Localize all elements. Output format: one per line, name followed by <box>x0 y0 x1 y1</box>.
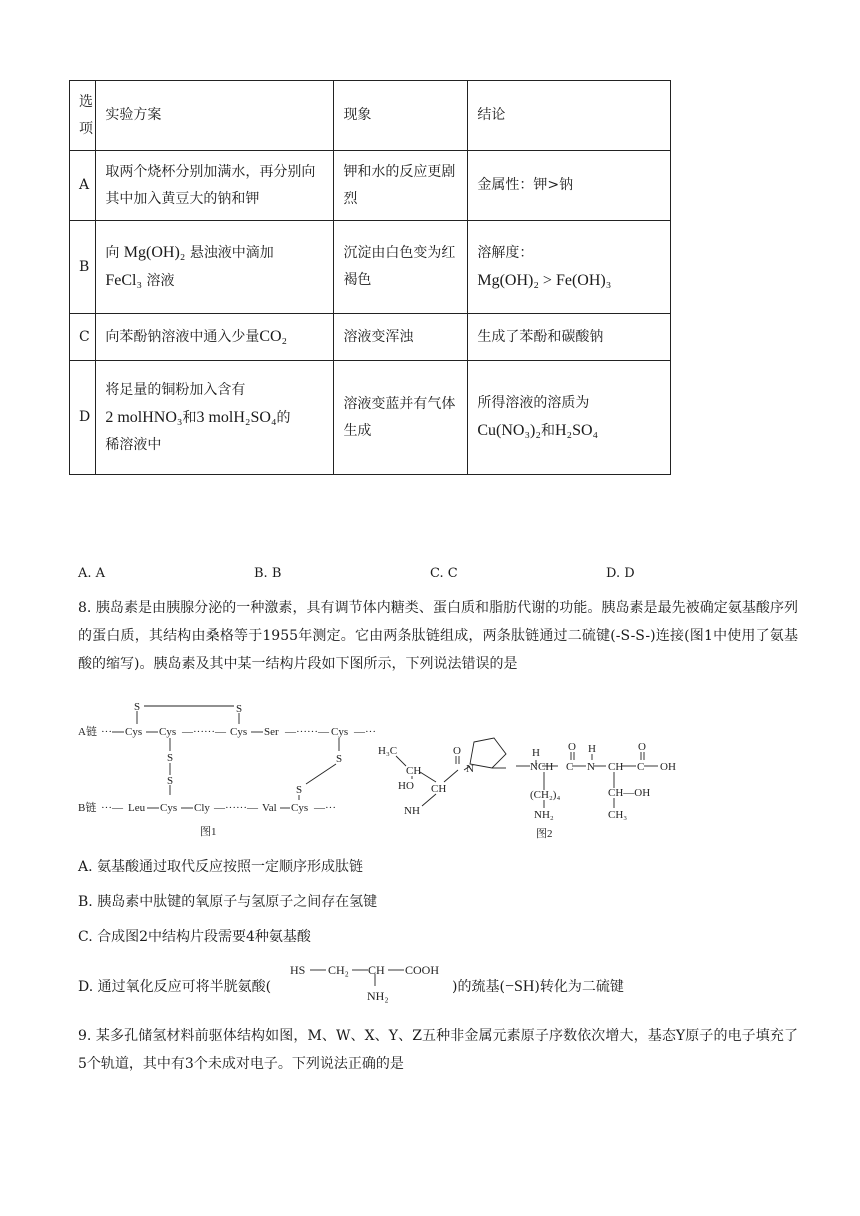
row-scheme: 将足量的铜粉加入含有 2 molHNO₃和3 molH₂SO₄的 稀溶液中 <box>96 361 334 475</box>
table-row <box>70 221 671 314</box>
atom-label: CH <box>368 963 385 977</box>
q9-stem: 9. 某多孔储氢材料前驱体结构如图，M、W、X、Y、Z五种非金属元素原子序数依次增大，基态Y原子的电子填充了5个轨道，其中有3个未成对电子。下列说法正确的是 <box>78 1028 798 1072</box>
cysteine-structure <box>288 958 450 1004</box>
choice-c[interactable]: C. C <box>430 566 458 581</box>
figure-1-caption: 图1 <box>200 826 217 838</box>
atom-label: C <box>637 761 645 773</box>
row-option: C <box>70 314 96 361</box>
header-scheme: 实验方案 <box>96 81 334 151</box>
formula: 3 molH₂SO₄ <box>196 408 277 426</box>
table-row <box>70 151 671 221</box>
formula: FeCl₃ <box>105 272 143 289</box>
q8-option-b[interactable]: B. 胰岛素中肽键的氧原子与氢原子之间存在氢键 <box>78 894 378 910</box>
header-option: 选项 <box>70 81 96 151</box>
thiol-group: −SH <box>504 978 535 995</box>
row-conclusion: 金属性：钾>钠 <box>468 151 671 221</box>
atom-label: CH <box>406 765 422 777</box>
svg-text:···—: ···— <box>101 802 123 814</box>
atom-label: CH₃ <box>608 809 628 821</box>
atom-label: H <box>532 747 540 759</box>
q8-option-a[interactable]: A. 氨基酸通过取代反应按照一定顺序形成肽链 <box>78 859 364 875</box>
row-option: B <box>70 221 96 314</box>
row-phenomenon: 钾和水的反应更剧烈 <box>334 151 468 221</box>
q8-stem: 8. 胰岛素是由胰腺分泌的一种激素，具有调节体内糖类、蛋白质和脂肪代谢的功能。胰岛素是最先被确定氨基酸序列的蛋白质，其结构由桑格等于1955年测定。它由两条肽链组成，两条肽链通过二硫键(-S-S-)连接(图1中使用了氨基酸的缩写)。胰岛素及其中某一结构片段如下图所示，下列说法错误的是 <box>78 600 798 672</box>
row-phenomenon: 溶液变浑浊 <box>334 314 468 361</box>
residue-label: Cys <box>125 726 143 738</box>
atom-label: N <box>587 761 595 773</box>
row-conclusion: 所得溶液的溶质为 Cu(NO₃)₂和H₂SO₄ <box>468 361 671 475</box>
residue-label: Cys <box>159 726 177 738</box>
atom-label: O <box>453 745 461 757</box>
sulfur-atom: S <box>236 703 243 715</box>
formula: CO₂ <box>259 328 288 345</box>
residue-label: Cys <box>331 726 349 738</box>
residue-label: Leu <box>128 802 146 814</box>
row-scheme: 向 Mg(OH)₂ 悬浊液中滴加 FeCl₃ 溶液 <box>96 221 334 314</box>
chain-b-label: B链 <box>78 802 97 814</box>
atom-label: NH₂ <box>367 989 389 1003</box>
residue-label: Cys <box>230 726 248 738</box>
header-phenomenon: 现象 <box>334 81 468 151</box>
formula: Mg(OH)₂ > Fe(OH)₃ <box>477 271 612 289</box>
svg-text:—···: —··· <box>314 802 336 814</box>
atom-label: N <box>466 763 474 775</box>
formula: Mg(OH)₂ <box>123 244 186 261</box>
atom-label: CH—OH <box>608 787 651 799</box>
formula: 2 molHNO₃ <box>105 408 183 426</box>
choice-d[interactable]: D. D <box>606 566 635 581</box>
row-scheme: 向苯酚钠溶液中通入少量CO₂ <box>96 314 334 361</box>
q8-option-c[interactable]: C. 合成图2中结构片段需要4种氨基酸 <box>78 929 311 945</box>
row-phenomenon: 沉淀由白色变为红褐色 <box>334 221 468 314</box>
atom-label: O <box>568 741 576 753</box>
atom-label: HO <box>398 780 414 792</box>
experiment-table <box>69 80 671 475</box>
atom-label: H₃C <box>378 745 398 757</box>
choice-b[interactable]: B. B <box>254 566 282 581</box>
chain-a-label: A链 <box>78 726 97 738</box>
atom-label: NH₂ <box>534 809 554 821</box>
sulfur-atom: S <box>134 701 141 713</box>
row-phenomenon: 溶液变蓝并有气体生成 <box>334 361 468 475</box>
table-row <box>70 314 671 361</box>
sulfur-atom: S <box>296 784 303 796</box>
svg-text:—···: —··· <box>354 726 376 738</box>
sulfur-atom: S <box>167 775 174 787</box>
q8-option-d-tail: )的巯基(−SH)转化为二硫键 <box>452 978 624 995</box>
row-option: A <box>70 151 96 221</box>
residue-label: Cys <box>291 802 309 814</box>
sulfur-atom: S <box>336 753 343 765</box>
atom-label: (CH₂)₄ <box>530 789 561 801</box>
atom-label: N <box>530 761 538 773</box>
atom-label: HS <box>290 963 306 977</box>
atom-label: NH <box>404 805 420 817</box>
header-conclusion: 结论 <box>468 81 671 151</box>
atom-label: CH₂ <box>328 963 349 977</box>
table-header-row <box>70 81 671 151</box>
residue-label: Ser <box>264 726 279 738</box>
atom-label: CH <box>431 783 447 795</box>
figure-2-peptide-fragment <box>376 734 696 842</box>
row-option: D <box>70 361 96 475</box>
formula: Cu(NO₃)₂ <box>477 422 541 439</box>
svg-text:—······—: —······— <box>182 726 226 738</box>
table-row <box>70 361 671 475</box>
svg-text:—······—: —······— <box>285 726 329 738</box>
figure-2-caption: 图2 <box>536 828 553 840</box>
sulfur-atom: S <box>167 752 174 764</box>
residue-label: Cys <box>160 802 178 814</box>
atom-label: OH <box>660 761 676 773</box>
svg-text:···: ··· <box>101 726 112 738</box>
row-conclusion: 生成了苯酚和碳酸钠 <box>468 314 671 361</box>
atom-label: O <box>638 741 646 753</box>
residue-label: Cly <box>194 802 210 814</box>
atom-label: H <box>588 743 596 755</box>
q8-option-d[interactable]: D. 通过氧化反应可将半胱氨酸( <box>78 979 272 995</box>
row-conclusion: 溶解度： Mg(OH)₂ > Fe(OH)₃ <box>468 221 671 314</box>
atom-label: COOH <box>405 963 440 977</box>
formula: H₂SO₄ <box>554 422 599 439</box>
atom-label: C <box>566 761 574 773</box>
atom-label: CH <box>608 761 624 773</box>
svg-text:—······—: —······— <box>214 802 258 814</box>
row-scheme: 取两个烧杯分别加满水，再分别向其中加入黄豆大的钠和钾 <box>96 151 334 221</box>
residue-label: Val <box>262 802 277 814</box>
atom-label: CH <box>538 761 554 773</box>
choice-a[interactable]: A. A <box>78 566 106 581</box>
figure-1-insulin-chains <box>74 696 384 838</box>
